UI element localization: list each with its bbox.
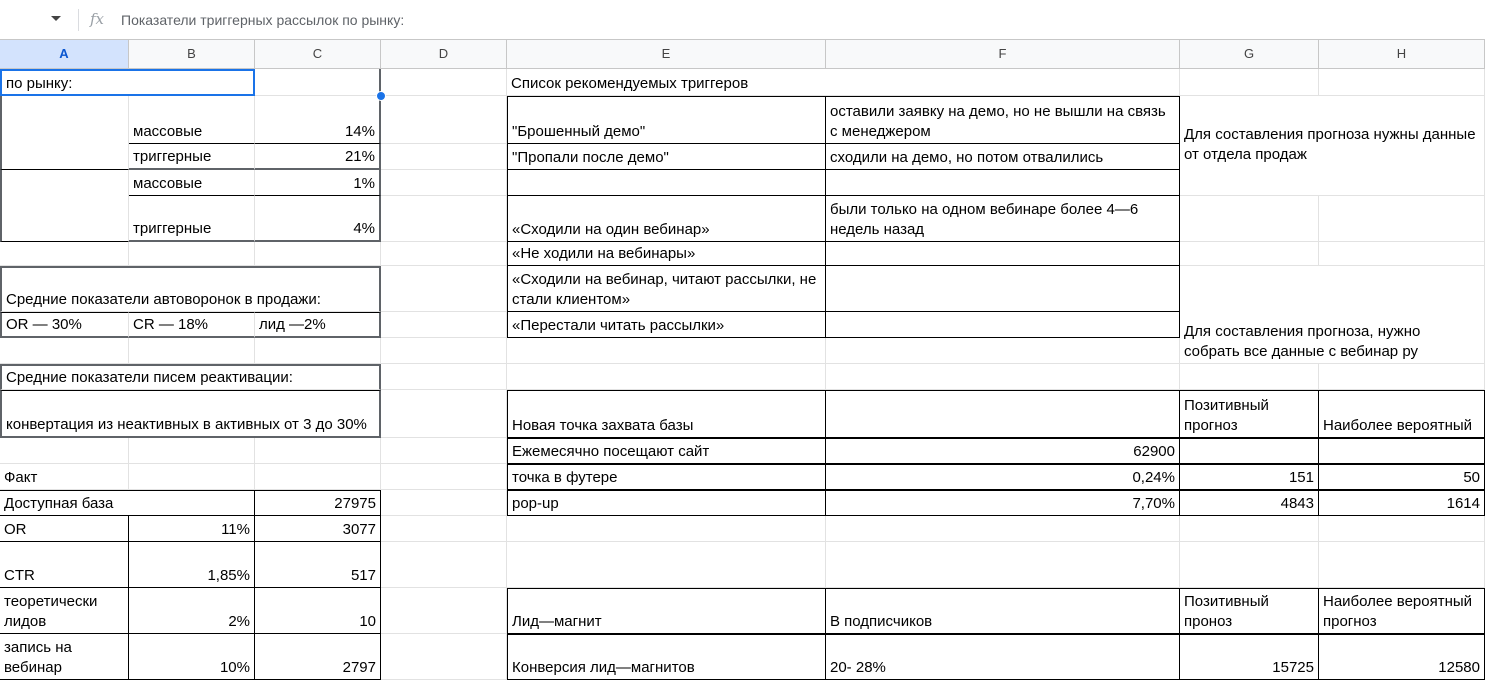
cell-f7[interactable] xyxy=(826,266,1180,312)
cell-h18[interactable]: 12580 xyxy=(1319,634,1485,680)
cell-d13[interactable] xyxy=(381,464,507,490)
cell-h14[interactable]: 1614 xyxy=(1319,490,1485,516)
cell-b4[interactable]: массовые xyxy=(129,170,255,196)
cell-a6[interactable] xyxy=(0,242,129,266)
cell-a14[interactable]: Доступная база xyxy=(0,490,255,516)
cell-b15[interactable]: 11% xyxy=(129,516,255,542)
cell-d8[interactable] xyxy=(381,312,507,338)
column-header-d[interactable]: D xyxy=(381,40,507,69)
cell-f5[interactable]: были только на одном вебинаре более 4—6 недель назад xyxy=(826,196,1180,242)
cell-f13[interactable]: 0,24% xyxy=(826,464,1180,490)
cell-c8[interactable]: лид —2% xyxy=(255,312,381,338)
cell-e6[interactable]: «Не ходили на вебинары» xyxy=(507,242,826,266)
cell-b18[interactable]: 10% xyxy=(129,634,255,680)
cell-e13[interactable]: точка в футере xyxy=(507,464,826,490)
cell-f15[interactable] xyxy=(826,516,1180,542)
cell-e2[interactable]: "Брошенный демо" xyxy=(507,96,826,144)
cell-g5[interactable] xyxy=(1180,196,1319,242)
cell-d4[interactable] xyxy=(381,170,507,196)
cell-f11[interactable] xyxy=(826,390,1180,438)
cell-d14[interactable] xyxy=(381,490,507,516)
cell-c4[interactable]: 1% xyxy=(255,170,381,196)
cell-g1[interactable] xyxy=(1180,69,1319,96)
column-header-e[interactable]: E xyxy=(507,40,826,69)
cell-b16[interactable]: 1,85% xyxy=(129,542,255,588)
cell-d18[interactable] xyxy=(381,634,507,680)
cell-c2[interactable]: 14% xyxy=(255,96,381,144)
column-header-h[interactable]: H xyxy=(1319,40,1485,69)
cell-e3[interactable]: "Пропали после демо" xyxy=(507,144,826,170)
cell-a17[interactable]: теоретически лидов xyxy=(0,588,129,634)
cell-c5[interactable]: 4% xyxy=(255,196,381,242)
cell-h1[interactable] xyxy=(1319,69,1485,96)
cell-g15[interactable] xyxy=(1180,516,1319,542)
cell-h17[interactable]: Наиболее вероятный прогноз xyxy=(1319,588,1485,634)
cell-c18[interactable]: 2797 xyxy=(255,634,381,680)
cell-e1[interactable]: Список рекомендуемых триггеров xyxy=(507,69,1180,96)
cell-f17[interactable]: В подписчиков xyxy=(826,588,1180,634)
cell-g16[interactable] xyxy=(1180,542,1319,588)
cell-g2[interactable]: Для составления прогноза нужны данные от отдела продаж xyxy=(1180,96,1485,196)
cell-d2[interactable] xyxy=(381,96,507,144)
cell-g6[interactable] xyxy=(1180,242,1319,266)
cell-f2[interactable]: оставили заявку на демо, но не вышли на связь с менеджером xyxy=(826,96,1180,144)
cell-d7[interactable] xyxy=(381,266,507,312)
cell-g17[interactable]: Позитивный проноз xyxy=(1180,588,1319,634)
cell-e18[interactable]: Конверсия лид—магнитов xyxy=(507,634,826,680)
cell-e11[interactable]: Новая точка захвата базы xyxy=(507,390,826,438)
cell-c15[interactable]: 3077 xyxy=(255,516,381,542)
cell-h15[interactable] xyxy=(1319,516,1485,542)
cell-f12[interactable]: 62900 xyxy=(826,438,1180,464)
cell-f16[interactable] xyxy=(826,542,1180,588)
cell-b12[interactable] xyxy=(129,438,255,464)
cell-a18[interactable]: запись на вебинар xyxy=(0,634,129,680)
cell-h11[interactable]: Наиболее вероятный xyxy=(1319,390,1485,438)
cell-d10[interactable] xyxy=(381,364,507,390)
cell-a8[interactable]: OR — 30% xyxy=(0,312,129,338)
cell-b6[interactable] xyxy=(129,242,255,266)
cell-c1[interactable] xyxy=(255,69,381,96)
cell-g13[interactable]: 151 xyxy=(1180,464,1319,490)
cell-d9[interactable] xyxy=(381,338,507,364)
cell-b17[interactable]: 2% xyxy=(129,588,255,634)
cell-f6[interactable] xyxy=(826,242,1180,266)
cell-c16[interactable]: 517 xyxy=(255,542,381,588)
cell-d3[interactable] xyxy=(381,144,507,170)
cell-a12[interactable] xyxy=(0,438,129,464)
cell-e16[interactable] xyxy=(507,542,826,588)
cell-g7[interactable]: Для составления прогноза, нужно собрать все данные с вебинар ру xyxy=(1180,266,1485,364)
cell-f8[interactable] xyxy=(826,312,1180,338)
cell-h12[interactable] xyxy=(1319,438,1485,464)
cell-e8[interactable]: «Перестали читать рассылки» xyxy=(507,312,826,338)
cell-d15[interactable] xyxy=(381,516,507,542)
cell-f10[interactable] xyxy=(826,364,1180,390)
cell-b3[interactable]: триггерные xyxy=(129,144,255,170)
cell-c3[interactable]: 21% xyxy=(255,144,381,170)
cell-g14[interactable]: 4843 xyxy=(1180,490,1319,516)
cell-a13[interactable]: Факт xyxy=(0,464,129,490)
cell-b8[interactable]: CR — 18% xyxy=(129,312,255,338)
cell-a10[interactable]: Средние показатели писем реактивации: xyxy=(0,364,381,390)
column-header-a[interactable]: A xyxy=(0,40,129,69)
cell-g18[interactable]: 15725 xyxy=(1180,634,1319,680)
cell-h13[interactable]: 50 xyxy=(1319,464,1485,490)
cell-c9[interactable] xyxy=(255,338,381,364)
cell-h6[interactable] xyxy=(1319,242,1485,266)
cell-d16[interactable] xyxy=(381,542,507,588)
cell-e5[interactable]: «Сходили на один вебинар» xyxy=(507,196,826,242)
cell-f14[interactable]: 7,70% xyxy=(826,490,1180,516)
cell-a9[interactable] xyxy=(0,338,129,364)
cell-b13[interactable] xyxy=(129,464,255,490)
cell-h10[interactable] xyxy=(1319,364,1485,390)
cell-e7[interactable]: «Сходили на вебинар, читают рассылки, не стали клиентом» xyxy=(507,266,826,312)
cell-a2[interactable] xyxy=(0,96,129,170)
cell-a11[interactable]: конвертация из неактивных в активных от 3 до 30% xyxy=(0,390,381,438)
cell-d6[interactable] xyxy=(381,242,507,266)
cell-d5[interactable] xyxy=(381,196,507,242)
cell-e10[interactable] xyxy=(507,364,826,390)
cell-d11[interactable] xyxy=(381,390,507,438)
cell-f4[interactable] xyxy=(826,170,1180,196)
cell-a15[interactable]: OR xyxy=(0,516,129,542)
column-header-g[interactable]: G xyxy=(1180,40,1319,69)
cell-g12[interactable] xyxy=(1180,438,1319,464)
cell-c12[interactable] xyxy=(255,438,381,464)
fill-handle[interactable] xyxy=(376,91,386,101)
cell-h5[interactable] xyxy=(1319,196,1485,242)
cell-f18[interactable]: 20- 28% xyxy=(826,634,1180,680)
cell-h16[interactable] xyxy=(1319,542,1485,588)
cell-e12[interactable]: Ежемесячно посещают сайт xyxy=(507,438,826,464)
cell-c13[interactable] xyxy=(255,464,381,490)
cell-e9[interactable] xyxy=(507,338,826,364)
cell-c17[interactable]: 10 xyxy=(255,588,381,634)
column-header-b[interactable]: B xyxy=(129,40,255,69)
cell-c6[interactable] xyxy=(255,242,381,266)
cell-g11[interactable]: Позитивный прогноз xyxy=(1180,390,1319,438)
cell-d12[interactable] xyxy=(381,438,507,464)
column-header-f[interactable]: F xyxy=(826,40,1180,69)
cell-e14[interactable]: pop-up xyxy=(507,490,826,516)
column-header-c[interactable]: C xyxy=(255,40,381,69)
cell-g10[interactable] xyxy=(1180,364,1319,390)
cell-b9[interactable] xyxy=(129,338,255,364)
cell-b2[interactable]: массовые xyxy=(129,96,255,144)
cell-b5[interactable]: триггерные xyxy=(129,196,255,242)
cell-c14[interactable]: 27975 xyxy=(255,490,381,516)
cell-e15[interactable] xyxy=(507,516,826,542)
cell-d1[interactable] xyxy=(381,69,507,96)
cell-f3[interactable]: сходили на демо, но потом отвалились xyxy=(826,144,1180,170)
fx-icon: fx xyxy=(90,10,105,28)
formula-input[interactable]: Показатели триггерных рассылок по рынку: xyxy=(121,12,405,28)
cell-e4[interactable] xyxy=(507,170,826,196)
cell-a1[interactable]: по рынку: xyxy=(0,69,255,96)
cell-a16[interactable]: CTR xyxy=(0,542,129,588)
cell-d17[interactable] xyxy=(381,588,507,634)
cell-e17[interactable]: Лид—магнит xyxy=(507,588,826,634)
cell-f9[interactable] xyxy=(826,338,1180,364)
cell-a4[interactable] xyxy=(0,170,129,242)
cell-a7[interactable]: Средние показатели автоворонок в продажи: xyxy=(0,266,381,312)
